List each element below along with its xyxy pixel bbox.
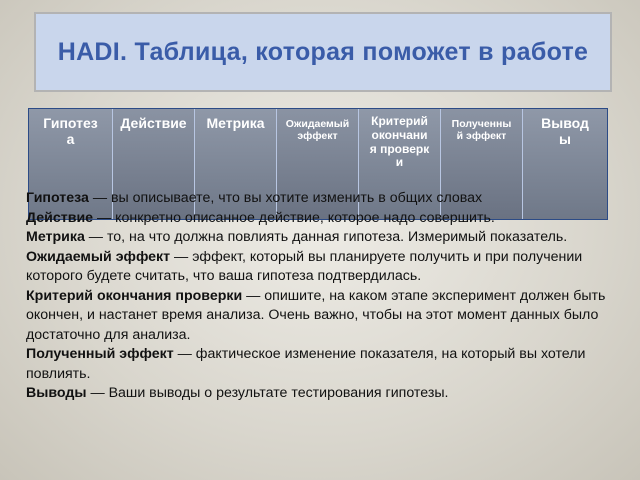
title-box bbox=[34, 12, 612, 92]
header-label: Критерий окончания проверки bbox=[369, 114, 430, 170]
definition-term: Выводы bbox=[26, 385, 87, 401]
definition-conclusions bbox=[26, 384, 616, 404]
definition-expected-effect bbox=[26, 248, 616, 287]
definition-separator: — bbox=[93, 209, 116, 226]
definition-term: Гипотеза bbox=[26, 190, 89, 206]
definition-text: Ваши выводы о результате тестирования гипотезы. bbox=[108, 385, 449, 401]
definition-term: Критерий окончания проверки bbox=[26, 287, 243, 304]
page-title: HADI. Таблица, которая поможет в работе bbox=[57, 37, 589, 66]
definition-text: фактическое изменение показателя, на который вы хотели повлиять. bbox=[26, 346, 586, 382]
definition-separator: — bbox=[88, 190, 111, 206]
definition-term: Ожидаемый эффект bbox=[26, 248, 171, 265]
definition-actual-effect bbox=[26, 345, 616, 384]
definition-term: Метрика bbox=[26, 229, 85, 245]
definition-separator: — bbox=[84, 229, 107, 245]
definition-text: конкретно описанное действие, которое надо совершить. bbox=[115, 209, 495, 226]
header-label: Ожидаемый эффект bbox=[285, 118, 350, 143]
definition-metric bbox=[26, 228, 616, 248]
definition-separator: — bbox=[242, 287, 265, 304]
definition-term: Полученный эффект bbox=[26, 346, 174, 362]
definition-separator: — bbox=[170, 248, 193, 265]
header-label: Гипотеза bbox=[43, 115, 98, 148]
definitions-list bbox=[26, 189, 616, 404]
definition-text: вы описываете, что вы хотите изменить в общих словах bbox=[110, 190, 483, 206]
definition-completion-criterion bbox=[26, 287, 616, 346]
definition-text: эффект, который вы планируете получить и при получении которого будете считать, что ваша гипотеза подтвердилась. bbox=[26, 248, 583, 284]
header-label: Выводы bbox=[541, 115, 589, 148]
definition-separator: — bbox=[86, 385, 109, 401]
definition-separator: — bbox=[173, 346, 196, 362]
definition-text: опишите, на каком этапе эксперимент должен быть окончен, и настанет время анализа. Очень важно, чтобы на этот момент данных было достаточно для анализа. bbox=[26, 287, 606, 343]
definition-text: то, на что должна повлиять данная гипотеза. Измеримый показатель. bbox=[106, 229, 568, 245]
definition-hypothesis bbox=[26, 189, 616, 209]
header-label: Действие bbox=[120, 115, 187, 131]
definition-term: Действие bbox=[26, 209, 94, 226]
header-label: Полученный эффект bbox=[451, 118, 512, 143]
header-label: Метрика bbox=[206, 115, 265, 131]
definition-action bbox=[26, 209, 616, 229]
